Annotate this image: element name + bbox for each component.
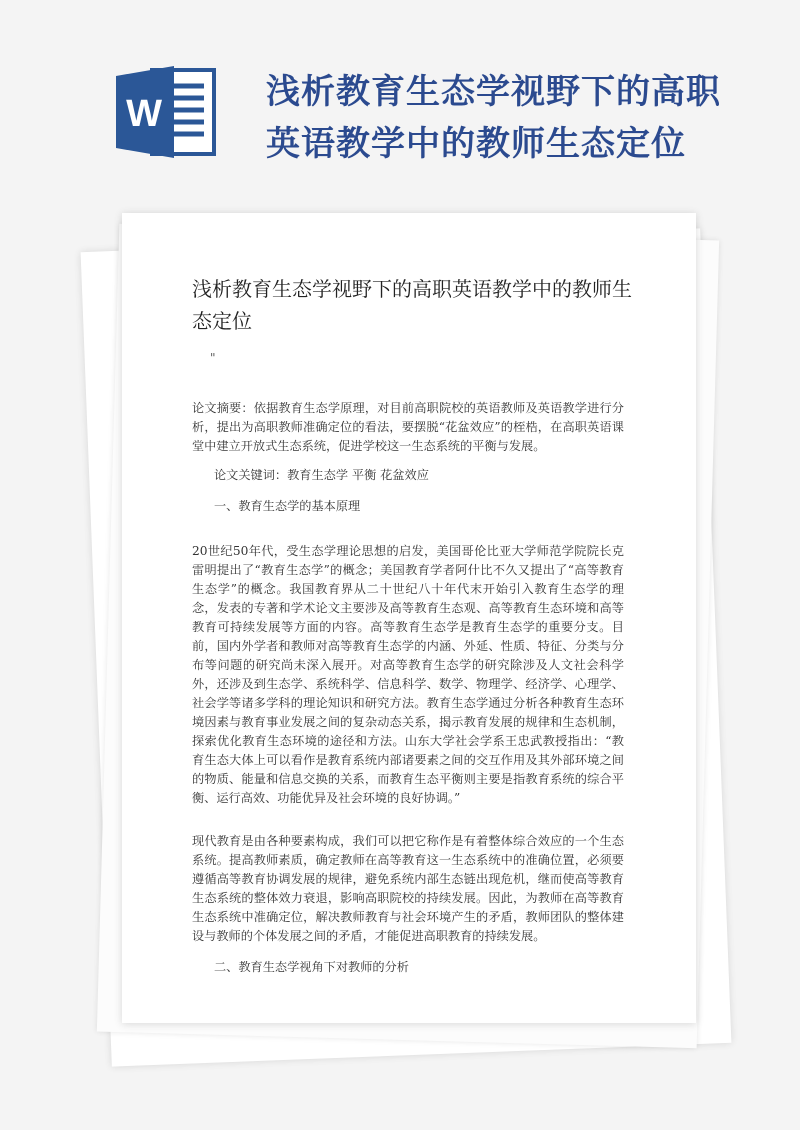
header-title xyxy=(266,66,766,170)
document-page xyxy=(122,213,696,1023)
body-paragraph-1: 20世纪50年代，受生态学理论思想的启发，美国哥伦比亚大学师范学院院长克雷明提出了“教育生态学”的概念；美国教育学者阿什比不久又提出了“高等教育生态学”的概念。我国教育界从二十世纪八十年代末开始引入教育生态学的理念，发表的专著和学术论文主要涉及高等教育生态观、高等教育生态环境和高等教育可持续发展等方面的内容。高等教育生态学是教育生态学的重要分支。目前，国内外学者和教师对高等教育生态学的内涵、外延、性质、特征、分类与分布等问题的研究尚未深入展开。对高等教育生态学的研究除涉及人文社会科学外，还涉及到生态学、系统科学、信息科学、数学、物理学、经济学、心理学、社会学等诸多学科的理论知识和研究方法。教育生态学通过分析各种教育生态环境因素与教育事业发展之间的复杂动态关系，揭示教育发展的规律和生态机制，探索优化教育生态环境的途径和方法。山东大学社会学系王忠武教授指出：“教育生态大体上可以看作是教育系统内部诸要素之间的交互作用及其外部环境之间的物质、能量和信息交换的关系，而教育生态平衡则主要是指教育系统的综合平衡、运行高效、功能优异及社会环境的良好协调。” xyxy=(192,544,624,805)
word-document-icon xyxy=(116,62,218,162)
keywords-line: 论文关键词：教育生态学 平衡 花盆效应 xyxy=(214,468,429,482)
word-logo-letter: W xyxy=(126,93,162,135)
body-paragraph-2: 现代教育是由各种要素构成，我们可以把它称作是有着整体综合效应的一个生态系统。提高教师素质，确定教师在高等教育这一生态系统中的准确位置，必须要遵循高等教育协调发展的规律，避免系统内部生态链出现危机，继而使高等教育生态系统的整体效力衰退，影响高职院校的持续发展。因此，为教师在高等教育生态系统中准确定位，解决教师教育与社会环境产生的矛盾，教师团队的整体建设与教师的个体发展之间的矛盾，才能促进高职教育的持续发展。 xyxy=(192,834,624,943)
header-title-line-1: 浅析教育生态学视野下的高职 xyxy=(266,72,721,112)
document-title: 浅析教育生态学视野下的高职英语教学中的教师生态定位 xyxy=(192,277,632,333)
header-title-line-2: 英语教学中的教师生态定位 xyxy=(266,124,686,164)
section-heading-1: 一、教育生态学的基本原理 xyxy=(214,499,361,513)
quote-mark: " xyxy=(210,351,216,365)
abstract-paragraph: 论文摘要：依据教育生态学原理，对目前高职院校的英语教师及英语教学进行分析，提出为高职教师准确定位的看法，要摆脱“花盆效应”的桎梏，在高职英语课堂中建立开放式生态系统，促进学校这一生态系统的平衡与发展。 xyxy=(192,401,624,453)
section-heading-2: 二、教育生态学视角下对教师的分析 xyxy=(214,960,409,974)
